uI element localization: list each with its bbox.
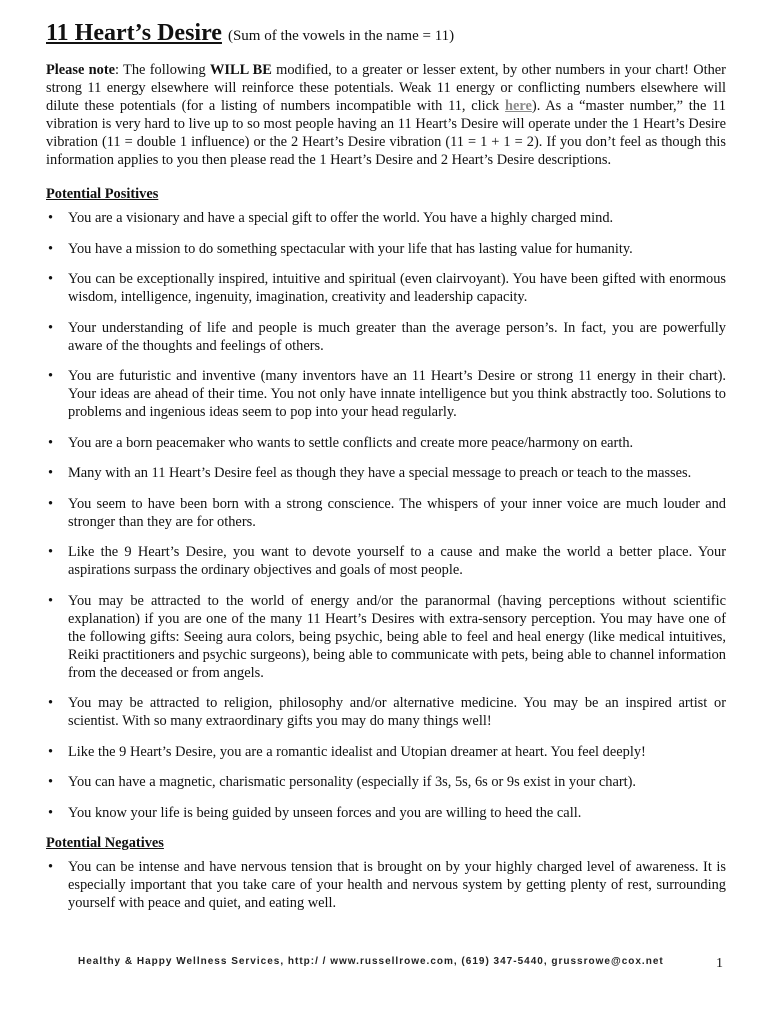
- negatives-list: [46, 858, 726, 912]
- bullet-icon: •: [48, 240, 54, 257]
- title-main: 11 Heart’s Desire: [46, 20, 222, 46]
- bullet-icon: •: [48, 319, 54, 336]
- intro-text-1: : The following: [115, 62, 210, 78]
- list-item: [46, 858, 726, 912]
- page-footer: [0, 956, 770, 976]
- positives-list: [46, 209, 726, 822]
- bullet-icon: •: [48, 434, 54, 451]
- list-item: [46, 367, 726, 421]
- intro-text-3: ). As a “master number,” the 11 vibration is very hard to live up to so most people having an 11 Heart’s Desire will operate under the 1 Heart’s Desire vibration (11 = double 1 influence) or the 2 Heart’s Desire vibration (11 = 1 + 1 = 2). If you don’t feel as though this information applies to you then please read the 1 Heart’s Desire and 2 Heart’s Desire descriptions.: [46, 98, 726, 168]
- intro-paragraph: [46, 61, 726, 169]
- list-item: [46, 592, 726, 682]
- list-item: [46, 434, 726, 452]
- negatives-heading: Potential Negatives: [46, 835, 164, 851]
- list-item-text: You can have a magnetic, charismatic personality (especially if 3s, 5s, 6s or 9s exist in your chart).: [68, 774, 637, 790]
- intro-bold: WILL BE: [209, 62, 272, 78]
- list-item: [46, 319, 726, 355]
- bullet-icon: •: [48, 592, 54, 609]
- list-item-text: You can be exceptionally inspired, intuitive and spiritual (even clairvoyant). You have been gifted with enormous wisdom, intelligence, ingenuity, imagination, creativity and leadership capacity.: [68, 271, 726, 305]
- list-item-text: You are a born peacemaker who wants to settle conflicts and create more peace/harmony on earth.: [68, 434, 634, 451]
- list-item-text: You may be attracted to religion, philosophy and/or alternative medicine. You may be an inspired artist or scientist. With so many extraordinary gifts you may do many things well!: [68, 695, 726, 729]
- list-item: [46, 804, 726, 822]
- list-item-text: You can be intense and have nervous tension that is brought on by your highly charged level of awareness. It is especially important that you take care of your health and nervous system by getting plenty of rest, surrounding yourself with peace and quiet, and eating well.: [68, 859, 726, 911]
- list-item: [46, 773, 726, 791]
- list-item: [46, 270, 726, 306]
- list-item-text: You know your life is being guided by unseen forces and you are willing to heed the call.: [68, 804, 582, 821]
- bullet-icon: •: [48, 368, 54, 384]
- list-item: [46, 743, 726, 761]
- bullet-icon: •: [48, 743, 54, 760]
- bullet-icon: •: [48, 210, 54, 226]
- list-item-text: You are a visionary and have a special gift to offer the world. You have a highly charged mind.: [68, 210, 614, 226]
- list-item: [46, 464, 726, 482]
- list-item-text: Your understanding of life and people is much greater than the average person’s. In fact, you are powerfully aware of the thoughts and feelings of others.: [68, 319, 726, 354]
- list-item-text: You seem to have been born with a strong conscience. The whispers of your inner voice are much louder and stronger than they are for others.: [68, 495, 726, 530]
- positives-heading: Potential Positives: [46, 186, 159, 202]
- list-item: [46, 209, 726, 227]
- bullet-icon: •: [48, 495, 54, 512]
- intro-text-2: modified, to a greater or lesser extent, by other numbers in your chart! Other strong 11 energy elsewhere will reinforce these potentials. Weak 11 energy or conflicting numbers elsewhere will dilute these potentials (for a listing of numbers incompatible with 11, click: [46, 62, 726, 114]
- list-item: [46, 543, 726, 579]
- list-item: [46, 240, 726, 258]
- bullet-icon: •: [48, 804, 54, 821]
- list-item: [46, 694, 726, 730]
- bullet-icon: •: [48, 695, 54, 711]
- bullet-icon: •: [48, 465, 54, 481]
- page-number: 1: [716, 956, 723, 971]
- bullet-icon: •: [48, 544, 54, 560]
- bullet-icon: •: [48, 271, 54, 287]
- incompatible-numbers-link[interactable]: here: [505, 98, 532, 114]
- list-item-text: You have a mission to do something spectacular with your life that has lasting value for humanity.: [68, 240, 633, 257]
- intro-lead: Please note: [46, 62, 116, 78]
- list-item-text: You are futuristic and inventive (many inventors have an 11 Heart’s Desire or strong 11 energy in their chart). Your ideas are ahead of their time. You not only have innate intelligence but you think abstractly too. Solutions to problems and ingenious ideas seem to pop into your head regularly.: [68, 368, 726, 420]
- list-item-text: Like the 9 Heart’s Desire, you are a romantic idealist and Utopian dreamer at heart. You feel deeply!: [68, 743, 646, 760]
- list-item-text: Many with an 11 Heart’s Desire feel as though they have a special message to preach or teach to the masses.: [68, 465, 692, 481]
- bullet-icon: •: [48, 774, 54, 790]
- list-item: [46, 495, 726, 531]
- footer-contact: Healthy & Happy Wellness Services, http:/ / www.russellrowe.com, (619) 347-5440, grussrowe@cox.net: [78, 956, 664, 967]
- list-item-text: Like the 9 Heart’s Desire, you want to devote yourself to a cause and make the world a better place. Your aspirations surpass the ordinary objectives and goals of most people.: [68, 544, 726, 578]
- bullet-icon: •: [48, 859, 54, 875]
- list-item-text: You may be attracted to the world of energy and/or the paranormal (having perceptions without scientific explanation) if you are one of the many 11 Heart’s Desires with extra-sensory perception. You may have one of the following gifts: Seeing aura colors, being psychic, being able to feel and heal energy (like medical intuitives, Reiki practitioners and psychic surgeons), being able to communicate with pets, being able to channel information from the deceased or from angels.: [68, 592, 726, 681]
- page-title: [46, 18, 726, 51]
- title-subtitle: (Sum of the vowels in the name = 11): [227, 28, 455, 44]
